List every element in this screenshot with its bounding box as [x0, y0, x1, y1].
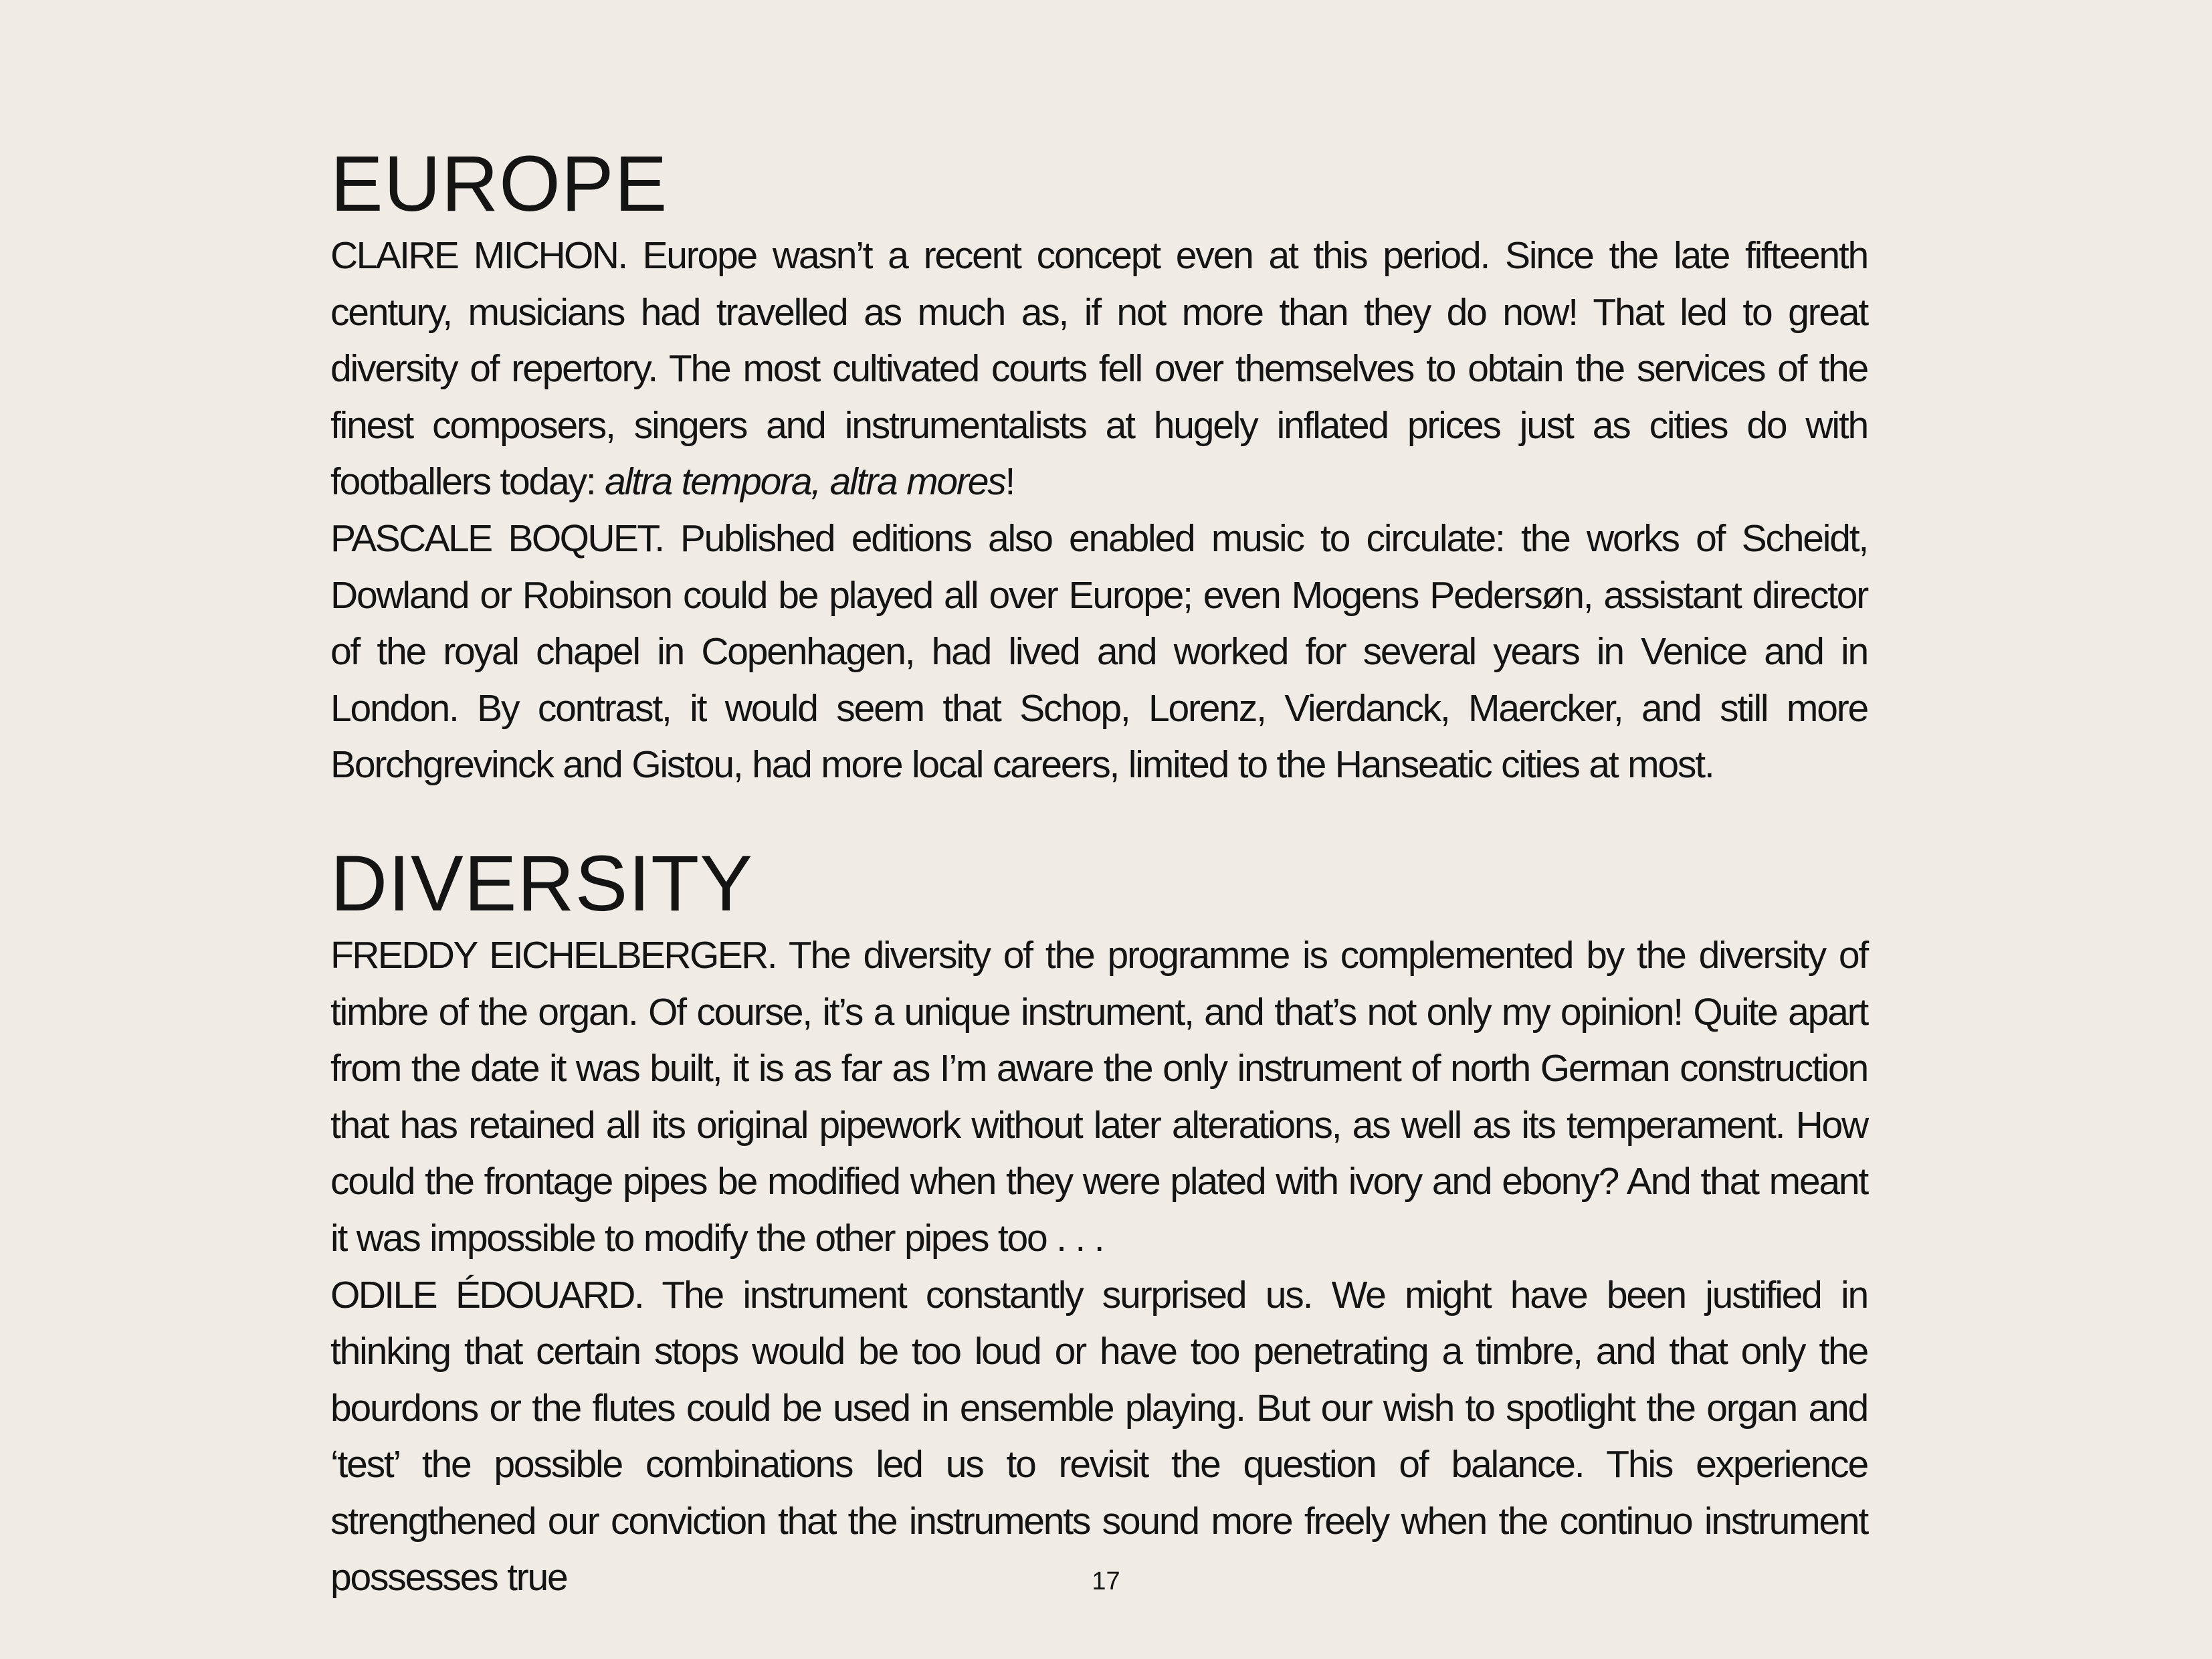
paragraph-tail: ! [1005, 460, 1015, 504]
page-content [330, 140, 1868, 1606]
paragraph-claire-michon [330, 227, 1868, 510]
paragraph-freddy-eichelberger [330, 927, 1868, 1267]
speaker-name: CLAIRE MICHON. [330, 234, 627, 277]
page-number: 17 [1092, 1567, 1120, 1595]
paragraph-text: Published editions also enabled music to circulate: the works of Scheidt, Dowland or Robinson could be played all over Europe; even Mogens Pedersøn, assistant director of the royal chapel in Copenhagen, had lived and worked for several years in Venice and in London. By contrast, it would seem that Schop, Lorenz, Vierdanck, Maercker, and still more Borchgrevinck and Gistou, had more local careers, limited to the Hanseatic cities at most. [330, 516, 1868, 787]
speaker-name: PASCALE BOQUET. [330, 516, 664, 560]
italic-phrase: altra tempora, altra mores [605, 460, 1005, 504]
paragraph-pascale-boquet [330, 510, 1868, 793]
paragraph-text: Europe wasn’t a recent concept even at this period. Since the late fifteenth century, musicians had travelled as much as, if not more than they do now! That led to great diversity of repertory. The most cultivated courts fell over themselves to obtain the services of the finest composers, singers and instrumentalists at hugely inflated prices just as cities do with footballers today: [330, 234, 1868, 504]
speaker-name: FREDDY EICHELBERGER. [330, 933, 776, 977]
paragraph-text: The diversity of the programme is complemented by the diversity of timbre of the organ. Of course, it’s a unique instrument, and that’s not only my opinion! Quite apart from the date it was built, it is as far as I’m aware the only instrument of north German construction that has retained all its original pipework without later alterations, as well as its temperament. How could the frontage pipes be modified when they were plated with ivory and ebony? And that meant it was impossible to modify the other pipes too . . . [330, 933, 1868, 1260]
section-heading-europe: EUROPE [330, 140, 668, 228]
paragraph-text: The instrument constantly surprised us. We might have been justified in thinking that certain stops would be too loud or have too penetrating a timbre, and that only the bourdons or the flutes could be used in ensemble playing. But our wish to spotlight the organ and ‘test’ the possible combinations led us to revisit the question of balance. This experience strengthened our conviction that the instruments sound more freely when the continuo instrument possesses true [330, 1273, 1868, 1599]
speaker-name: ODILE ÉDOUARD. [330, 1273, 643, 1316]
section-diversity [330, 840, 1868, 1606]
paragraph-odile-edouard [330, 1267, 1868, 1607]
section-europe [330, 140, 1868, 793]
section-heading-diversity: DIVERSITY [330, 839, 753, 928]
